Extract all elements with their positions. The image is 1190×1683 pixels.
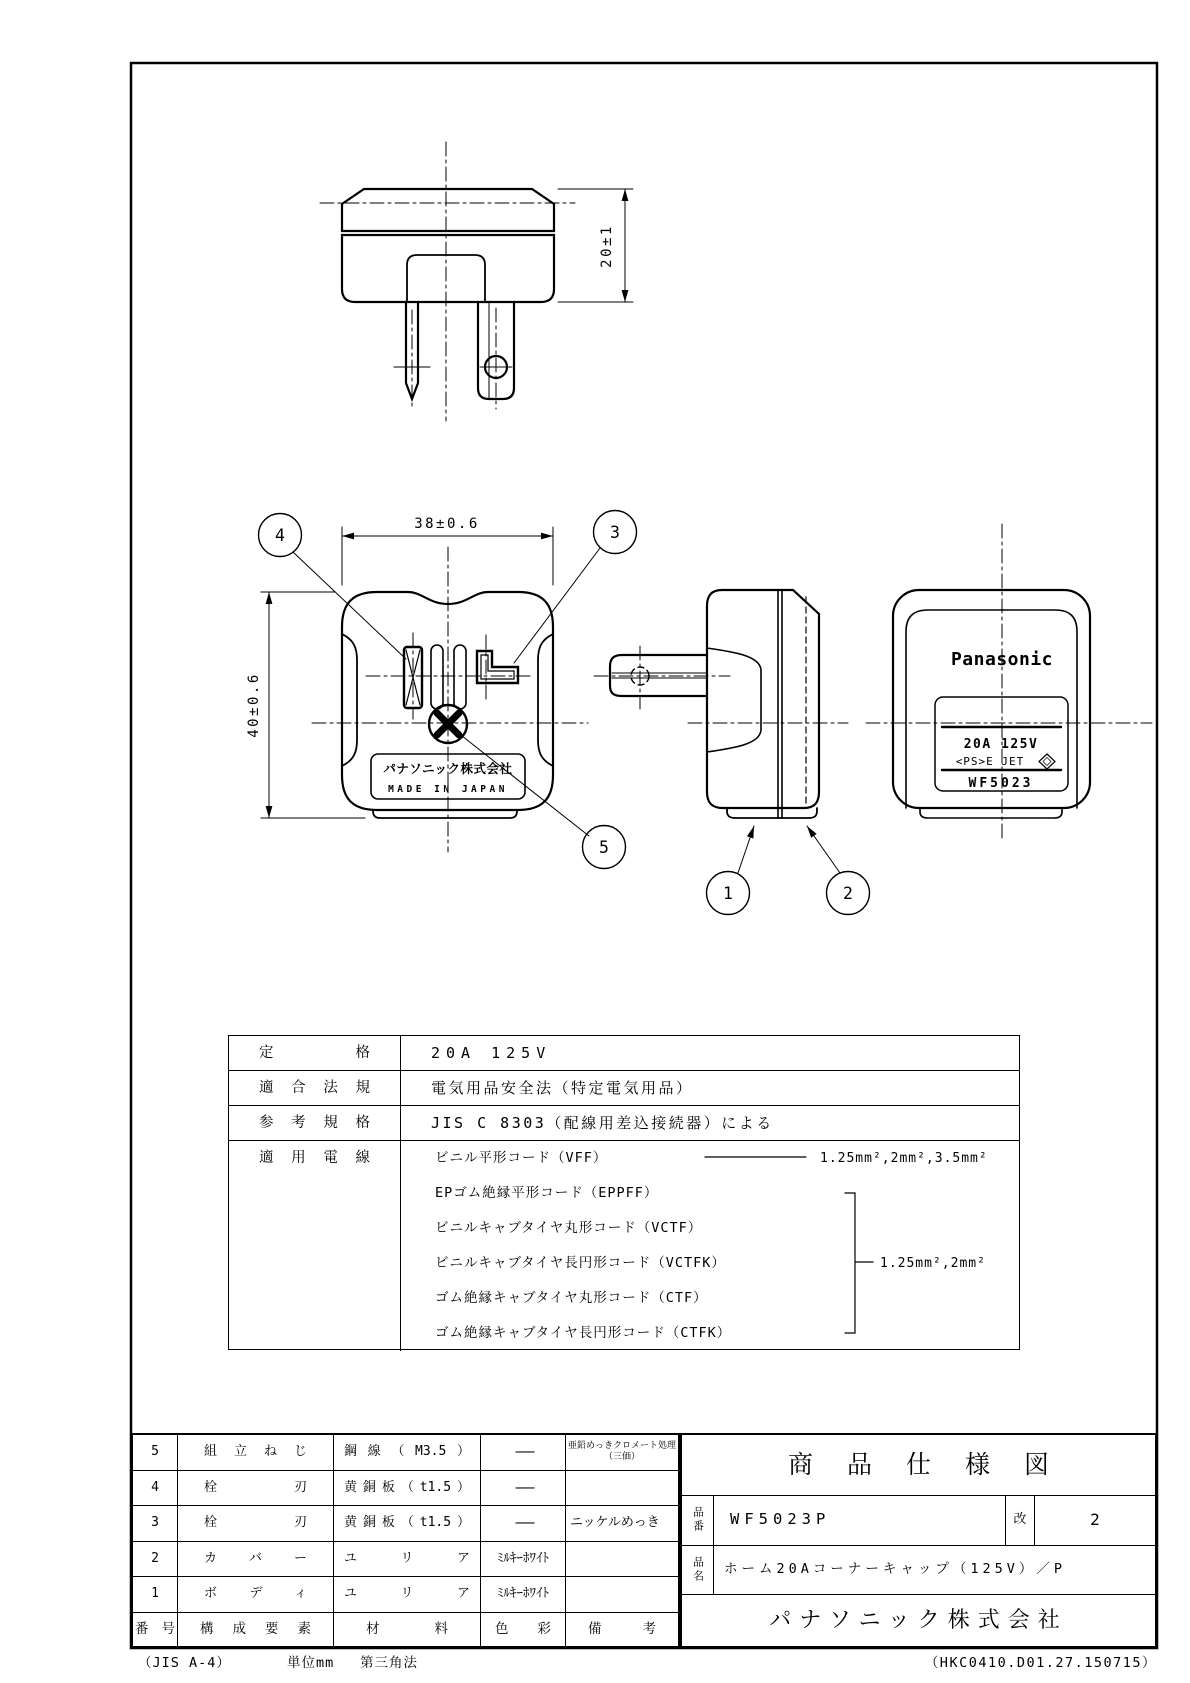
spec-row-standard xyxy=(229,1106,1019,1141)
part-component: ボディ xyxy=(178,1577,334,1612)
part-note xyxy=(566,1542,678,1577)
part-no: 3 xyxy=(133,1506,178,1541)
part-no: 2 xyxy=(133,1542,178,1577)
parts-row-4 xyxy=(133,1471,678,1507)
jet-diamond-mark-icon xyxy=(1039,754,1055,769)
doc-type-title: 商品仕様図 xyxy=(682,1435,1155,1496)
part-note xyxy=(566,1471,678,1506)
product-name-value: ホーム20Aコーナーキャップ（125V）／P xyxy=(724,1560,1067,1577)
part-component: カバー xyxy=(178,1542,334,1577)
dim-front-height: 40±0.6 xyxy=(246,672,262,738)
part-no: 5 xyxy=(133,1435,178,1470)
callout-3-label: 3 xyxy=(610,523,620,542)
view-back-face xyxy=(866,524,1152,840)
part-component: 栓刃 xyxy=(178,1471,334,1506)
dim-top-height: 20±1 xyxy=(599,224,615,268)
header-note: 備考 xyxy=(588,1620,656,1637)
parts-header-row xyxy=(133,1613,678,1646)
footer-doc-code: （HKC0410.D01.27.150715） xyxy=(924,1655,1157,1671)
part-material: ユリア xyxy=(334,1542,481,1577)
parts-row-3 xyxy=(133,1506,678,1542)
wire-item: ビニルキャブタイヤ丸形コード（VCTF） xyxy=(435,1220,703,1236)
nameplate-origin: MADE IN JAPAN xyxy=(388,784,508,795)
header-material: 材料 xyxy=(334,1613,481,1646)
footer-paper-size: （JIS A-4） xyxy=(138,1655,231,1671)
back-cert-text: <PS>E JET xyxy=(955,755,1025,768)
spec-row-wires xyxy=(229,1141,1019,1351)
callout-1-label: 1 xyxy=(723,884,733,903)
wire-sizes-group: 1.25mm²,2mm² xyxy=(880,1256,986,1271)
side-body-outline xyxy=(707,590,819,808)
part-color: ﾐﾙｷｰﾎﾜｲﾄ xyxy=(481,1577,566,1612)
spec-value: 20A 125V xyxy=(431,1044,552,1062)
wire-item: ゴム絶縁キャブタイヤ丸形コード（CTF） xyxy=(435,1290,708,1306)
view-front-face xyxy=(246,511,637,869)
wire-item: ゴム絶縁キャブタイヤ長円形コード（CTFK） xyxy=(435,1325,732,1341)
part-material: ユリア xyxy=(334,1577,481,1612)
product-name-label: 品名 xyxy=(682,1546,714,1594)
parts-row-1 xyxy=(133,1577,678,1613)
header-color: 色彩 xyxy=(481,1613,566,1646)
revision-label: 改 xyxy=(1005,1496,1034,1544)
nameplate-company: パナソニック株式会社 xyxy=(383,761,513,776)
part-material: 黄銅板（t1.5） xyxy=(334,1471,481,1506)
revision-number: 2 xyxy=(1034,1496,1155,1544)
wire-sizes-vff: 1.25mm²,2mm²,3.5mm² xyxy=(820,1151,988,1166)
view-top-plug xyxy=(320,142,633,421)
parts-table xyxy=(131,1433,680,1648)
view-side-profile xyxy=(594,590,870,915)
part-material: 鋼線（M3.5） xyxy=(334,1435,481,1470)
wire-list xyxy=(401,1141,1019,1351)
wire-item: ビニル平形コード（VFF） xyxy=(435,1150,608,1166)
part-color: ——— xyxy=(481,1471,566,1506)
parts-row-5 xyxy=(133,1435,678,1471)
part-note: 亜鉛めっきクロメート処理（三価） xyxy=(568,1441,676,1462)
company-name: パナソニック株式会社 xyxy=(769,1608,1068,1634)
part-note xyxy=(566,1577,678,1612)
side-cover-split xyxy=(778,590,782,818)
part-note: ニッケルめっき xyxy=(570,1515,660,1531)
spec-row-law xyxy=(229,1071,1019,1106)
part-color: ——— xyxy=(481,1435,566,1470)
callout-2-label: 2 xyxy=(843,884,853,903)
part-no: 1 xyxy=(133,1577,178,1612)
spec-value: 電気用品安全法（特定電気用品） xyxy=(431,1079,694,1097)
wire-item: EPゴム絶縁平形コード（EPPFF） xyxy=(435,1185,659,1201)
callout-4-label: 4 xyxy=(275,526,285,545)
parts-row-2 xyxy=(133,1542,678,1578)
spec-label: 参考規格 xyxy=(229,1106,401,1140)
footer-unit: 単位mm xyxy=(287,1655,335,1671)
dim-front-width: 38±0.6 xyxy=(414,516,480,532)
part-number-label: 品番 xyxy=(682,1496,714,1544)
part-component: 栓刃 xyxy=(178,1506,334,1541)
spec-label: 定格 xyxy=(229,1036,401,1070)
part-material: 黄銅板（t1.5） xyxy=(334,1506,481,1541)
back-model-text: WF5023 xyxy=(968,776,1034,791)
header-no: 番号 xyxy=(133,1613,178,1646)
spec-value: JIS C 8303（配線用差込接続器）による xyxy=(431,1114,774,1132)
sheet-frame xyxy=(131,63,1157,1648)
part-color: ——— xyxy=(481,1506,566,1541)
part-number-value: WF5023P xyxy=(730,1510,831,1529)
title-block xyxy=(680,1433,1157,1648)
spec-label: 適合法規 xyxy=(229,1071,401,1105)
product-name-row xyxy=(682,1546,1155,1595)
spec-table xyxy=(228,1035,1020,1350)
front-right-blade xyxy=(477,651,518,683)
header-component: 構成要素 xyxy=(178,1613,334,1646)
footer-projection: 第三角法 xyxy=(360,1655,418,1671)
part-color: ﾐﾙｷｰﾎﾜｲﾄ xyxy=(481,1542,566,1577)
callout-5-label: 5 xyxy=(599,838,609,857)
part-component: 組立ねじ xyxy=(178,1435,334,1470)
part-number-row xyxy=(682,1496,1155,1545)
spec-label: 適用電線 xyxy=(229,1141,401,1351)
panasonic-logo: Panasonic xyxy=(950,649,1054,670)
part-no: 4 xyxy=(133,1471,178,1506)
back-rating-text: 20A 125V xyxy=(963,737,1039,752)
wire-item: ビニルキャブタイヤ長円形コード（VCTFK） xyxy=(435,1255,726,1271)
spec-row-rating xyxy=(229,1036,1019,1071)
